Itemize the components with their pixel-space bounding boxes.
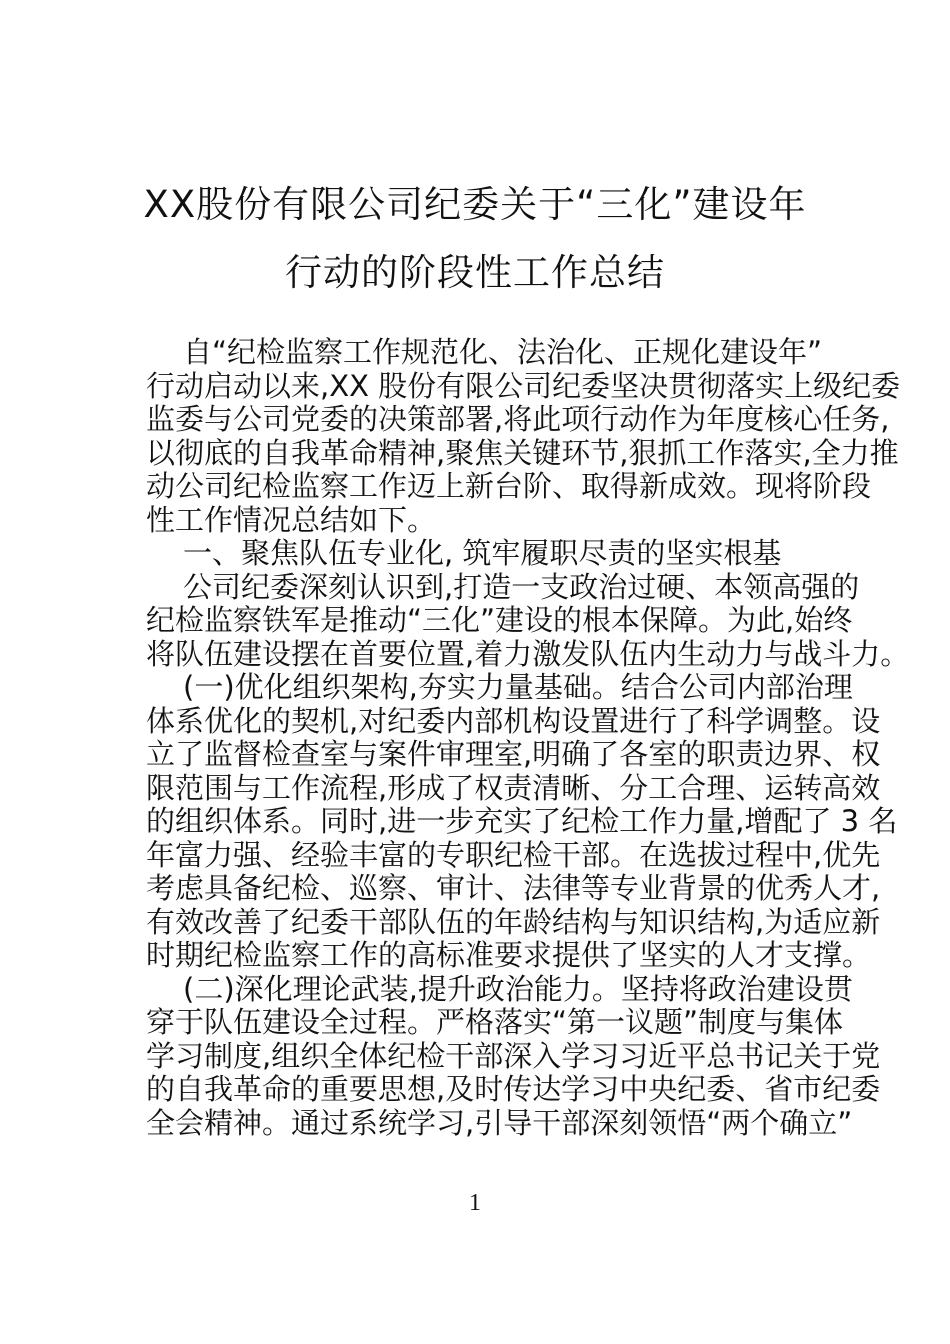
subsection-1-line: 的组织体系。同时,进一步充实了纪检工作力量,增配了 3 名 <box>146 804 898 838</box>
subsection-2-line: (二)深化理论武装,提升政治能力。坚持将政治建设贯 <box>183 971 853 1006</box>
subsection-1-line: 考虑具备纪检、巡察、审计、法律等专业背景的优秀人才, <box>146 871 881 905</box>
subsection-2-line: 全会精神。通过系统学习,引导干部深刻领悟“两个确立” <box>146 1105 853 1140</box>
paragraph-line: 将队伍建设摆在首要位置,着力激发队伍内生动力与战斗力。 <box>146 636 910 671</box>
document-title-line-2: 行动的阶段性工作总结 <box>285 251 665 294</box>
paragraph-intro-line: 自“纪检监察工作规范化、法治化、正规化建设年” <box>183 335 823 369</box>
subsection-2-line: 的自我革命的重要思想,及时传达学习中央纪委、省市纪委 <box>146 1072 881 1106</box>
section-heading-1: 一、聚焦队伍专业化, 筑牢履职尽责的坚实根基 <box>183 536 782 570</box>
subsection-1-line: 时期纪检监察工作的高标准要求提供了坚实的人才支撑。 <box>146 938 872 972</box>
subsection-1-line: (一)优化组织架构,夯实力量基础。结合公司内部治理 <box>183 670 853 704</box>
paragraph-intro-line: 动公司纪检监察工作迈上新台阶、取得新成效。现将阶段 <box>146 469 872 503</box>
paragraph-line: 公司纪委深刻认识到,打造一支政治过硬、本领高强的 <box>183 569 860 604</box>
subsection-1-line: 有效改善了纪委干部队伍的年龄结构与知识结构,为适应新 <box>146 904 881 939</box>
subsection-1-line: 年富力强、经验丰富的专职纪检干部。在选拔过程中,优先 <box>146 837 881 872</box>
paragraph-intro-line: 行动启动以来,XX 股份有限公司纪委坚决贯彻落实上级纪委 <box>146 368 901 403</box>
paragraph-intro-line: 监委与公司党委的决策部署,将此项行动作为年度核心任务, <box>146 402 890 436</box>
subsection-2-line: 穿于队伍建设全过程。严格落实“第一议题”制度与集体 <box>146 1005 844 1039</box>
document-body <box>146 335 910 1140</box>
paragraph-intro-line: 以彻底的自我革命精神,聚焦关键环节,狠抓工作落实,全力推 <box>146 435 899 470</box>
document-title-line-1: XX股份有限公司纪委关于“三化”建设年 <box>143 183 807 226</box>
subsection-1-line: 体系优化的契机,对纪委内部机构设置进行了科学调整。设 <box>146 703 881 738</box>
subsection-2-line: 学习制度,组织全体纪检干部深入学习习近平总书记关于党 <box>146 1038 881 1073</box>
subsection-1-line: 限范围与工作流程,形成了权责清晰、分工合理、运转高效 <box>146 770 881 805</box>
page-number: 1 <box>469 1190 481 1216</box>
paragraph-intro-line: 性工作情况总结如下。 <box>146 502 437 537</box>
paragraph-line: 纪检监察铁军是推动“三化”建设的根本保障。为此,始终 <box>146 603 853 637</box>
subsection-1-line: 立了监督检查室与案件审理室,明确了各室的职责边界、权 <box>146 737 881 771</box>
